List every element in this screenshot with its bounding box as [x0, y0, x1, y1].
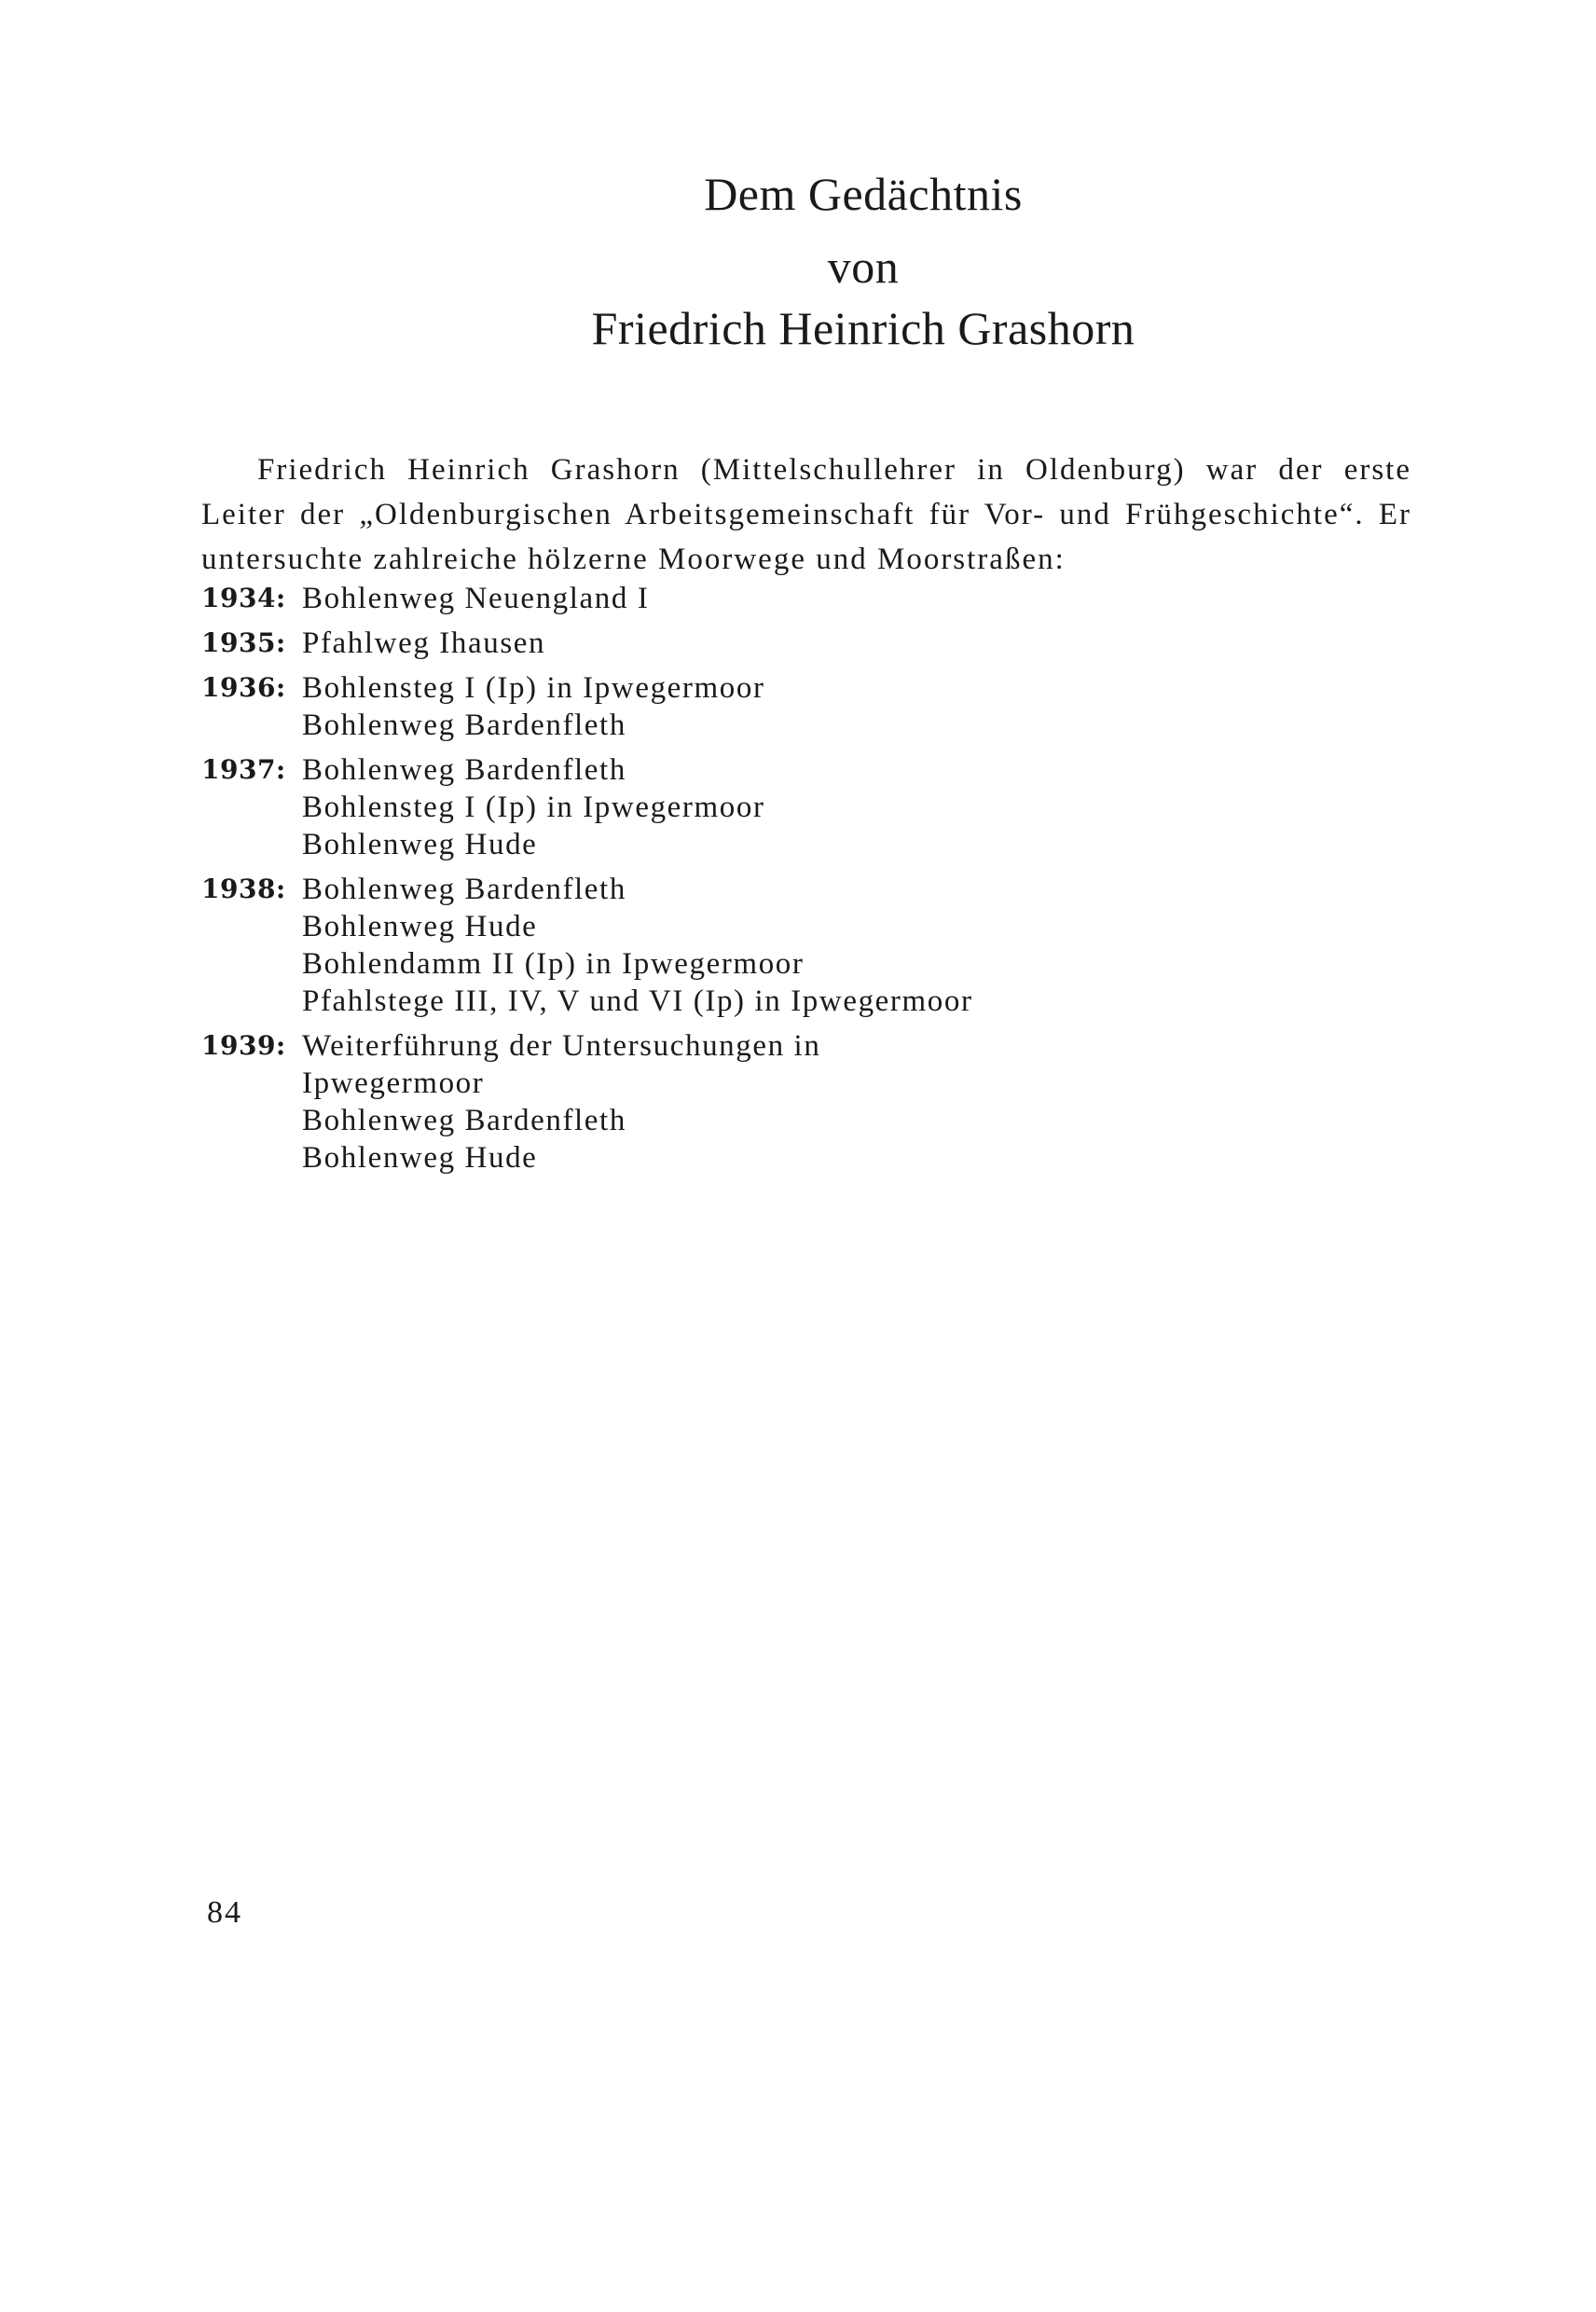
site-name: Pfahlstege III, IV, V und VI (Ip) in Ipwegermoor: [302, 984, 973, 1018]
entry-year: 1936:: [201, 672, 286, 703]
entry-year: 1935:: [201, 627, 286, 658]
site-name: Bohlendamm II (Ip) in Ipwegermoor: [302, 947, 805, 981]
list-item: [201, 625, 1413, 662]
site-name: Bohlenweg Bardenfleth: [302, 873, 626, 906]
dedication-heading-line-1: Dem Gedächtnis: [704, 168, 1023, 220]
excavation-list: [201, 580, 1413, 1177]
dedication-heading-name: Friedrich Heinrich Grashorn: [591, 302, 1135, 354]
list-item: [201, 1027, 1413, 1177]
entry-year: 1934:: [201, 583, 286, 613]
intro-line: Friedrich Heinrich Grashorn (Mittelschullehrer in Oldenburg) war der erste: [257, 453, 1411, 487]
intro-line: Leiter der „Oldenburgischen Arbeitsgemeinschaft für Vor- und Frühgeschichte“. Er: [201, 498, 1411, 531]
entry-sites: [302, 871, 973, 1020]
entry-sites: [302, 751, 765, 863]
site-name: Bohlensteg I (Ip) in Ipwegermoor: [302, 671, 765, 705]
entry-divider-space: [201, 662, 1413, 669]
intro-line: untersuchte zahlreiche hölzerne Moorwege und Moorstraßen:: [201, 543, 1066, 576]
list-item: [201, 580, 1413, 617]
site-name: Weiterführung der Untersuchungen in: [302, 1029, 821, 1063]
entry-divider-space: [201, 744, 1413, 751]
entry-divider-space: [201, 863, 1413, 871]
entry-divider-space: [201, 617, 1413, 625]
entry-sites: [302, 580, 649, 617]
site-name: Bohlenweg Hude: [302, 1141, 538, 1175]
entry-year: 1939:: [201, 1030, 286, 1061]
entry-divider-space: [201, 1020, 1413, 1027]
site-name: Bohlenweg Neuengland I: [302, 582, 650, 615]
site-name: Bohlenweg Bardenfleth: [302, 753, 626, 787]
list-item: [201, 751, 1413, 863]
dedication-heading-line-2: von: [827, 241, 900, 293]
intro-paragraph: [201, 447, 1411, 582]
entry-year: 1937:: [201, 754, 286, 785]
entry-sites: [302, 669, 765, 744]
site-name: Bohlensteg I (Ip) in Ipwegermoor: [302, 791, 765, 824]
site-name: Bohlenweg Hude: [302, 828, 538, 861]
site-name: Bohlenweg Bardenfleth: [302, 1104, 626, 1137]
entry-year: 1938:: [201, 874, 286, 904]
site-name: Bohlenweg Hude: [302, 910, 538, 943]
entry-sites: [302, 625, 545, 662]
list-item: [201, 669, 1413, 744]
entry-sites: [302, 1027, 820, 1177]
site-name: Bohlenweg Bardenfleth: [302, 709, 626, 742]
site-name: Pfahlweg Ihausen: [302, 626, 546, 660]
page-number: 84: [207, 1895, 242, 1930]
list-item: [201, 871, 1413, 1020]
site-name: Ipwegermoor: [302, 1067, 485, 1100]
